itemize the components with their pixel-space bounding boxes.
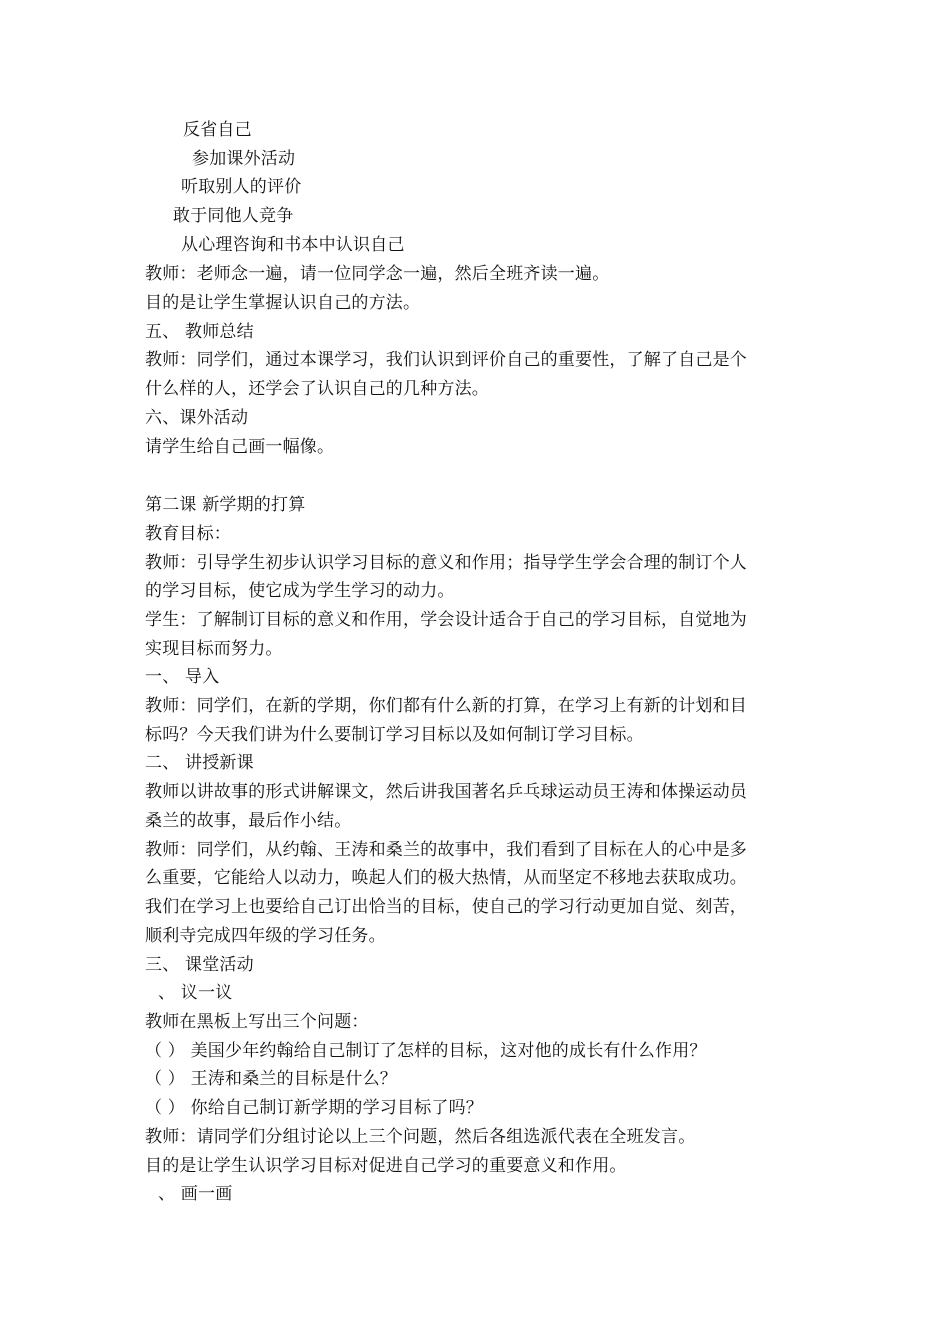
- question-item: （ ） 美国少年约翰给自己制订了怎样的目标，这对他的成长有什么作用？: [145, 1041, 707, 1061]
- paragraph-line: 教师：同学们，通过本课学习，我们认识到评价自己的重要性，了解了自己是个: [145, 350, 747, 370]
- section-heading: 教育目标：: [145, 524, 231, 544]
- paragraph-line: 标吗？今天我们讲为什么要制订学习目标以及如何制订学习目标。: [145, 725, 644, 745]
- paragraph-line: 教师在黑板上写出三个问题：: [145, 1012, 369, 1032]
- section-heading: 一、 导入: [145, 667, 220, 687]
- paragraph-line: 学生：了解制订目标的意义和作用，学会设计适合于自己的学习目标，自觉地为: [145, 610, 747, 630]
- paragraph-line: 目的是让学生认识学习目标对促进自己学习的重要意义和作用。: [145, 1156, 627, 1176]
- method-item-counseling: 从心理咨询和书本中认识自己: [181, 235, 405, 255]
- paragraph-line: 教师：同学们，从约翰、王涛和桑兰的故事中，我们看到了目标在人的心中是多: [145, 840, 747, 860]
- paragraph-line: 目的是让学生掌握认识自己的方法。: [145, 293, 421, 313]
- paragraph-line: 什么样的人，还学会了认识自己的几种方法。: [145, 379, 489, 399]
- method-item-reflect: 反省自己: [183, 120, 252, 140]
- paragraph-line: 桑兰的故事，最后作小结。: [145, 811, 352, 831]
- paragraph-line: 教师：同学们，在新的学期，你们都有什么新的打算，在学习上有新的计划和目: [145, 696, 747, 716]
- paragraph-line: 教师：请同学们分组讨论以上三个问题，然后各组选派代表在全班发言。: [145, 1127, 696, 1147]
- paragraph-line: 教师：老师念一遍，请一位同学念一遍，然后全班齐读一遍。: [145, 264, 610, 284]
- question-item: （ ） 你给自己制订新学期的学习目标了吗？: [145, 1098, 484, 1118]
- section-heading: 二、 讲授新课: [145, 753, 254, 773]
- paragraph-line: 么重要，它能给人以动力，唤起人们的极大热情，从而坚定不移地去获取成功。: [145, 868, 747, 888]
- paragraph-line: 的学习目标，使它成为学生学习的动力。: [145, 581, 455, 601]
- question-item: （ ） 王涛和桑兰的目标是什么？: [145, 1069, 398, 1089]
- paragraph-line: 教师：引导学生初步认识学习目标的意义和作用；指导学生学会合理的制订个人: [145, 553, 747, 573]
- method-item-compete: 敢于同他人竞争: [173, 206, 294, 226]
- section-heading: 三、 课堂活动: [145, 955, 254, 975]
- paragraph-line: 实现目标而努力。: [145, 639, 283, 659]
- paragraph-line: 我们在学习上也要给自己订出恰当的目标，使自己的学习行动更加自觉、刻苦，: [145, 897, 747, 917]
- lesson-title: 第二课 新学期的打算: [145, 495, 306, 515]
- paragraph-line: 请学生给自己画一幅像。: [145, 437, 335, 457]
- section-heading: 六、课外活动: [145, 408, 249, 428]
- subsection-heading: 、 议一议: [158, 983, 233, 1003]
- subsection-heading: 、 画一画: [158, 1184, 233, 1204]
- paragraph-line: 教师以讲故事的形式讲解课文，然后讲我国著名乒乓球运动员王涛和体操运动员: [145, 782, 747, 802]
- paragraph-line: 顺利寺完成四年级的学习任务。: [145, 926, 386, 946]
- section-heading: 五、 教师总结: [145, 322, 254, 342]
- method-item-listen: 听取别人的评价: [181, 177, 302, 197]
- method-item-activities: 参加课外活动: [192, 149, 296, 169]
